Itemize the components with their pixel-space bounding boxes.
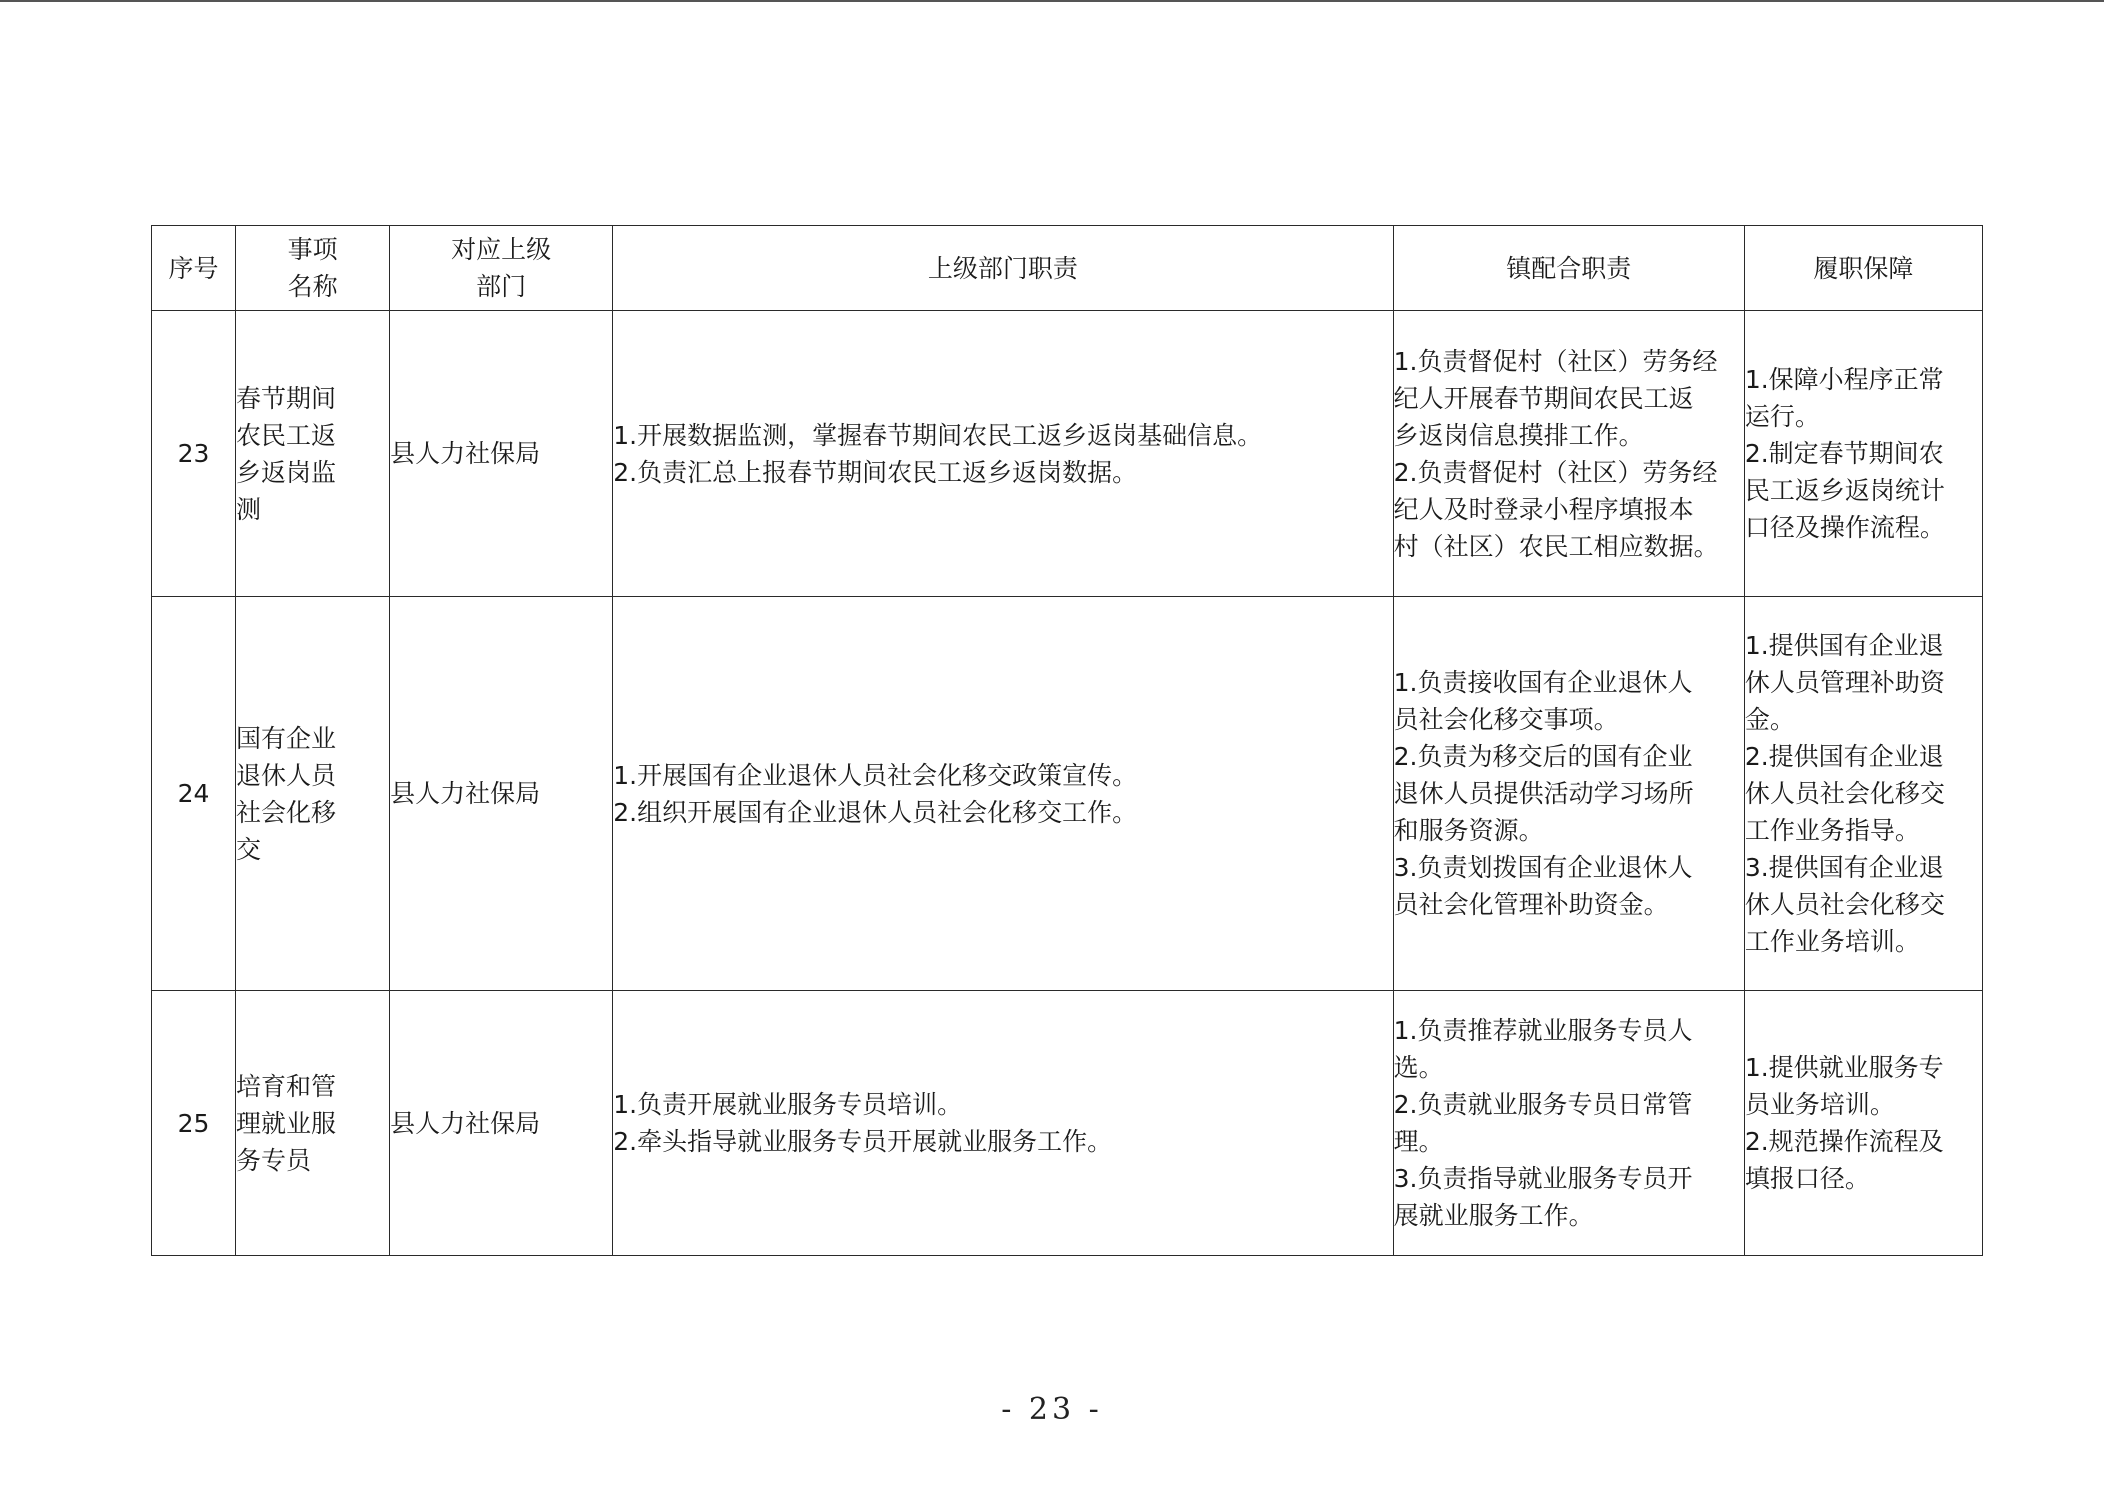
town-duty-line: 员社会化移交事项。 [1393, 705, 1619, 734]
guarantee [1744, 311, 1982, 597]
item-name [236, 311, 390, 597]
upper-department: 县人力社保局 [390, 311, 613, 597]
header-name [236, 226, 390, 311]
guarantee-line: 工作业务指导。 [1744, 816, 1920, 845]
item-name-line: 春节期间 [236, 383, 337, 413]
item-name [236, 991, 390, 1256]
guarantee-line: 1.提供国有企业退 [1744, 631, 1944, 660]
header-dept [390, 226, 613, 311]
item-name-line: 培育和管 [236, 1071, 337, 1101]
guarantee-line: 金。 [1744, 705, 1795, 734]
upper-duty [613, 311, 1393, 597]
town-duty-line: 纪人及时登录小程序填报本 [1393, 494, 1694, 524]
town-duty [1393, 597, 1744, 991]
guarantee-line: 3.提供国有企业退 [1744, 853, 1944, 882]
town-duty-line: 1.负责接收国有企业退休人 [1393, 668, 1693, 697]
upper-duty-line: 1.开展国有企业退休人员社会化移交政策宣传。 [613, 760, 1138, 790]
guarantee-line: 2.提供国有企业退 [1744, 742, 1944, 771]
item-name-line: 退休人员 [236, 760, 337, 790]
town-duty-line: 2.负责督促村（社区）劳务经 [1393, 457, 1718, 487]
header-town-duty: 镇配合职责 [1393, 226, 1744, 311]
row-number: 25 [152, 991, 236, 1256]
guarantee-line: 2.制定春节期间农 [1744, 439, 1944, 468]
row-number: 24 [152, 597, 236, 991]
guarantee-line: 运行。 [1744, 402, 1820, 431]
upper-department: 县人力社保局 [390, 597, 613, 991]
upper-duty-line: 2.牵头指导就业服务专员开展就业服务工作。 [613, 1127, 1113, 1156]
top-border-line [0, 0, 2104, 2]
table-row [152, 991, 1983, 1256]
item-name-line: 国有企业 [236, 723, 337, 753]
guarantee-line: 民工返乡返岗统计 [1744, 476, 1945, 505]
upper-duty-line: 2.负责汇总上报春节期间农民工返乡返岗数据。 [613, 457, 1138, 487]
guarantee-line: 2.规范操作流程及 [1744, 1127, 1944, 1156]
upper-duty [613, 597, 1393, 991]
town-duty-line: 2.负责为移交后的国有企业 [1393, 742, 1693, 771]
guarantee-line: 1.保障小程序正常 [1744, 365, 1944, 394]
town-duty-line: 员社会化管理补助资金。 [1393, 890, 1669, 919]
item-name [236, 597, 390, 991]
town-duty-line: 理。 [1393, 1127, 1444, 1156]
town-duty-line: 纪人开展春节期间农民工返 [1393, 383, 1694, 413]
header-dept-line: 对应上级 [451, 235, 552, 264]
item-name-line: 理就业服 [236, 1108, 337, 1138]
guarantee-line: 休人员社会化移交 [1744, 779, 1945, 808]
guarantee-line: 1.提供就业服务专 [1744, 1053, 1944, 1082]
town-duty-line: 选。 [1393, 1053, 1444, 1082]
upper-duty-line: 1.开展数据监测，掌握春节期间农民工返乡返岗基础信息。 [613, 420, 1263, 450]
guarantee [1744, 991, 1982, 1256]
row-number: 23 [152, 311, 236, 597]
table-header-row [152, 226, 1983, 311]
town-duty-line: 村（社区）农民工相应数据。 [1393, 531, 1719, 561]
duty-table [151, 225, 1983, 1256]
header-dept-line: 部门 [476, 272, 527, 301]
header-name-line: 名称 [287, 272, 338, 301]
item-name-line: 务专员 [236, 1145, 312, 1175]
town-duty-line: 1.负责督促村（社区）劳务经 [1393, 346, 1718, 376]
item-name-line: 交 [236, 834, 262, 864]
duty-table-container [151, 225, 1983, 1256]
town-duty-line: 退休人员提供活动学习场所 [1393, 779, 1694, 808]
header-name-line: 事项 [287, 235, 338, 264]
table-row [152, 311, 1983, 597]
guarantee [1744, 597, 1982, 991]
upper-duty-line: 2.组织开展国有企业退休人员社会化移交工作。 [613, 797, 1138, 827]
item-name-line: 农民工返 [236, 420, 337, 450]
upper-duty [613, 991, 1393, 1256]
page-number: - 23 - [1001, 1392, 1103, 1427]
table-row [152, 597, 1983, 991]
guarantee-line: 休人员社会化移交 [1744, 890, 1945, 919]
upper-department: 县人力社保局 [390, 991, 613, 1256]
guarantee-line: 口径及操作流程。 [1744, 513, 1945, 542]
header-no: 序号 [152, 226, 236, 311]
town-duty-line: 3.负责划拨国有企业退休人 [1393, 853, 1693, 882]
item-name-line: 乡返岗监 [236, 457, 337, 487]
guarantee-line: 工作业务培训。 [1744, 927, 1920, 956]
guarantee-line: 休人员管理补助资 [1744, 668, 1945, 697]
item-name-line: 测 [236, 494, 262, 524]
town-duty-line: 和服务资源。 [1393, 816, 1544, 845]
town-duty-line: 展就业服务工作。 [1393, 1201, 1594, 1230]
town-duty-line: 1.负责推荐就业服务专员人 [1393, 1016, 1693, 1045]
header-guarantee: 履职保障 [1744, 226, 1982, 311]
town-duty-line: 乡返岗信息摸排工作。 [1393, 420, 1644, 450]
town-duty-line: 2.负责就业服务专员日常管 [1393, 1090, 1693, 1119]
upper-duty-line: 1.负责开展就业服务专员培训。 [613, 1090, 963, 1119]
item-name-line: 社会化移 [236, 797, 337, 827]
header-upper-duty: 上级部门职责 [613, 226, 1393, 311]
guarantee-line: 员业务培训。 [1744, 1090, 1895, 1119]
town-duty-line: 3.负责指导就业服务专员开 [1393, 1164, 1693, 1193]
town-duty [1393, 311, 1744, 597]
guarantee-line: 填报口径。 [1744, 1164, 1870, 1193]
town-duty [1393, 991, 1744, 1256]
